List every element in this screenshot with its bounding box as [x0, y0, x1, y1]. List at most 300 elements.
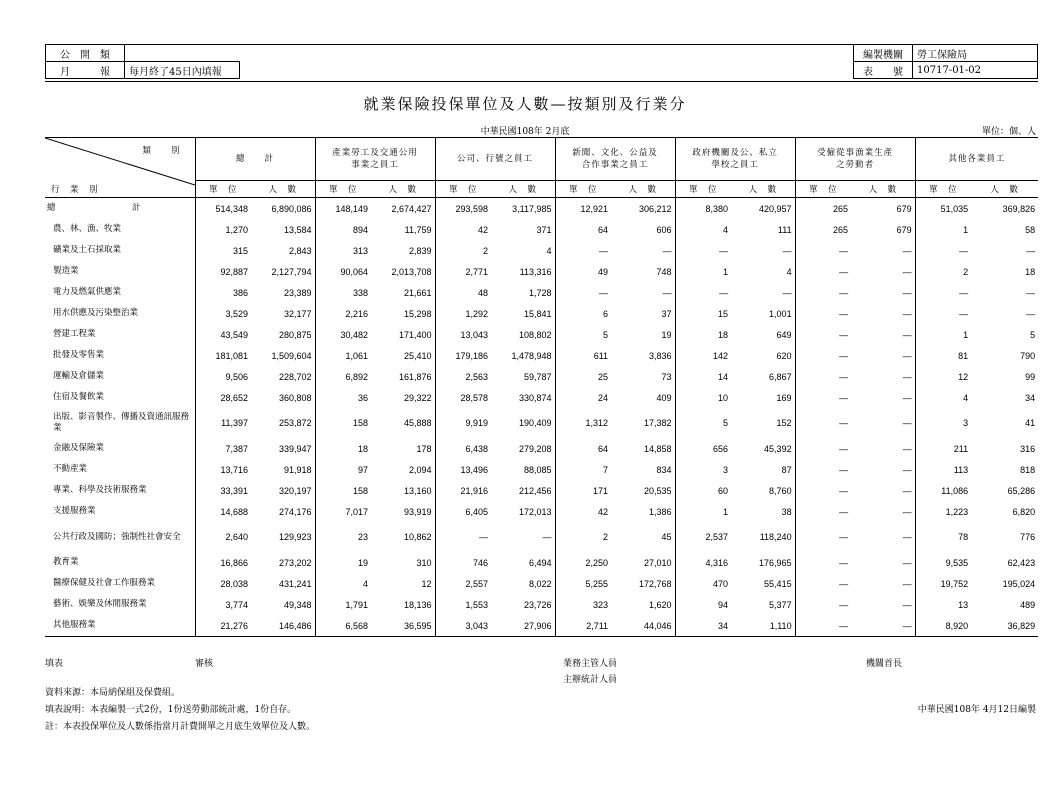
- cell-people: 330,874: [519, 392, 552, 403]
- row-label: 用水供應及污染整治業: [45, 303, 195, 324]
- footer-head: 機關首長: [866, 659, 903, 669]
- cell-unit: 2,563: [435, 366, 491, 387]
- cell-people: 748: [656, 266, 672, 277]
- cell-people: 420,957: [759, 203, 792, 214]
- header-right-label-2: 表 號: [854, 62, 913, 79]
- cell-people: —: [782, 287, 792, 298]
- cell-unit: 1,270: [195, 219, 251, 240]
- cell-unit: 5: [675, 408, 731, 438]
- table-row: [45, 261, 1038, 282]
- cell-unit: 5,255: [555, 573, 611, 594]
- cell-unit: 21,916: [435, 480, 491, 501]
- cell-people: 172,013: [519, 506, 552, 517]
- table-row: [45, 594, 1038, 615]
- cell-unit: 338: [315, 282, 371, 303]
- cell-people: 6,820: [1012, 506, 1036, 517]
- cell-people: 29,322: [404, 392, 432, 403]
- cell-people: 431,241: [278, 578, 312, 589]
- group-header-fishery: 受僱從事漁業生產之勞動者: [795, 138, 915, 181]
- cell-unit: —: [795, 345, 851, 366]
- cell-people: 1,728: [529, 287, 552, 298]
- table-row: [45, 324, 1038, 345]
- cell-people: 17,382: [644, 418, 672, 428]
- cell-unit: 7,017: [315, 501, 371, 522]
- cell-people: 274,176: [278, 506, 312, 517]
- cell-unit: 43,549: [195, 324, 251, 345]
- cell-unit: 1,223: [915, 501, 971, 522]
- compiled-date: 中華民國108年 4月12日編製: [917, 705, 1036, 715]
- cell-unit: 13: [915, 594, 971, 615]
- cell-unit: —: [795, 501, 851, 522]
- row-label: 礦業及土石採取業: [45, 240, 195, 261]
- footer-stat-officer: 主辦統計人員: [563, 675, 618, 685]
- cell-people: —: [902, 532, 912, 542]
- cell-unit: 23: [315, 522, 371, 552]
- cell-people: 339,947: [278, 443, 312, 454]
- cell-unit: —: [795, 261, 851, 282]
- subheader-people: 人 數: [611, 181, 675, 198]
- cell-people: —: [902, 599, 912, 610]
- footer-filler: 填表: [45, 659, 64, 669]
- cell-unit: 265: [795, 198, 851, 220]
- table-row: [45, 387, 1038, 408]
- cell-people: 280,875: [278, 329, 312, 340]
- page-title: 就業保險投保單位及人數—按類別及行業分: [363, 95, 687, 113]
- row-label: 總 計: [45, 198, 195, 220]
- cell-people: 15,298: [404, 308, 432, 319]
- cell-unit: 10: [675, 387, 731, 408]
- cell-unit: 386: [195, 282, 251, 303]
- cell-unit: 3,774: [195, 594, 251, 615]
- cell-people: —: [902, 464, 912, 475]
- cell-people: 6,867: [769, 371, 792, 382]
- header-left-value-2: 每月終了45日內填報: [125, 62, 240, 79]
- cell-unit: 611: [555, 345, 611, 366]
- cell-unit: 64: [555, 438, 611, 459]
- cell-unit: 11,397: [195, 408, 251, 438]
- cell-people: 2,013,708: [391, 266, 432, 277]
- cell-unit: 6,405: [435, 501, 491, 522]
- cell-unit: 3: [675, 459, 731, 480]
- row-label: 不動產業: [45, 459, 195, 480]
- cell-unit: 158: [315, 408, 371, 438]
- report-period: 中華民國108年 2月底: [480, 127, 570, 137]
- cell-people: 320,197: [278, 485, 312, 496]
- subheader-unit: 單 位: [435, 181, 491, 198]
- cell-unit: 1,312: [555, 408, 611, 438]
- cell-people: 360,808: [278, 392, 312, 403]
- cell-people: 93,919: [404, 506, 432, 517]
- cell-unit: 211: [915, 438, 971, 459]
- cell-people: 2,127,794: [271, 266, 312, 277]
- cell-unit: —: [555, 240, 611, 261]
- cell-unit: 4: [675, 219, 731, 240]
- cell-unit: 94: [675, 594, 731, 615]
- cell-people: —: [902, 308, 912, 319]
- cell-unit: 30,482: [315, 324, 371, 345]
- cell-unit: 1: [915, 219, 971, 240]
- cell-people: —: [902, 245, 912, 256]
- cell-unit: 13,043: [435, 324, 491, 345]
- cell-people: 11,759: [404, 224, 432, 235]
- cell-unit: 1,061: [315, 345, 371, 366]
- note-remark: 註：本表投保單位及人數係指當月計費開單之月底生效單位及人數。: [45, 722, 316, 732]
- header-left-label-1: 公 開 類: [46, 45, 125, 62]
- cell-unit: 28,578: [435, 387, 491, 408]
- cell-unit: 14: [675, 366, 731, 387]
- corner-header: [45, 138, 195, 198]
- cell-unit: 78: [915, 522, 971, 552]
- cell-people: 679: [896, 224, 912, 235]
- cell-unit: 142: [675, 345, 731, 366]
- header-bottom-rule: [45, 81, 1038, 82]
- cell-unit: 92,887: [195, 261, 251, 282]
- cell-unit: 5: [555, 324, 611, 345]
- cell-unit: 6,438: [435, 438, 491, 459]
- cell-unit: 4: [915, 387, 971, 408]
- cell-people: 620: [776, 350, 792, 361]
- cell-people: —: [902, 578, 912, 589]
- cell-unit: —: [795, 438, 851, 459]
- table-row: [45, 615, 1038, 637]
- corner-top-label: 類 別: [142, 146, 181, 156]
- cell-people: 279,208: [519, 443, 552, 454]
- cell-unit: 265: [795, 219, 851, 240]
- cell-unit: —: [795, 594, 851, 615]
- cell-unit: 18: [315, 438, 371, 459]
- cell-people: 13,584: [283, 224, 312, 235]
- cell-people: 25,410: [404, 350, 432, 361]
- row-label: 製造業: [45, 261, 195, 282]
- table-row-total: [45, 198, 1038, 220]
- row-label: 農、林、漁、牧業: [45, 219, 195, 240]
- cell-people: 679: [896, 203, 912, 214]
- cell-unit: —: [795, 366, 851, 387]
- cell-people: —: [902, 266, 912, 277]
- note-filling: 填表說明：本表編製一式2份，1份送勞動部統計處，1份自存。: [45, 705, 297, 715]
- cell-unit: —: [915, 303, 971, 324]
- cell-unit: 51,035: [915, 198, 971, 220]
- cell-people: 171,400: [398, 329, 432, 340]
- header-right-value-2: 10717-01-02: [913, 62, 1038, 79]
- table-row: [45, 303, 1038, 324]
- cell-unit: 179,186: [435, 345, 491, 366]
- cell-people: 27,906: [524, 620, 552, 631]
- cell-unit: 42: [435, 219, 491, 240]
- cell-unit: —: [795, 480, 851, 501]
- footer-supervisor: 業務主管人員: [563, 659, 618, 669]
- row-label: 其他服務業: [45, 615, 195, 637]
- cell-people: 45: [661, 532, 672, 542]
- cell-unit: 6,568: [315, 615, 371, 637]
- cell-unit: 14,688: [195, 501, 251, 522]
- cell-unit: 313: [315, 240, 371, 261]
- cell-unit: 15: [675, 303, 731, 324]
- cell-people: 113,316: [519, 266, 552, 277]
- cell-people: 23,389: [283, 287, 312, 298]
- cell-unit: 1: [915, 324, 971, 345]
- cell-unit: 19,752: [915, 573, 971, 594]
- cell-people: 36,829: [1007, 620, 1036, 631]
- note-source: 資料來源：本局納保組及保費組。: [45, 688, 181, 698]
- cell-unit: 97: [315, 459, 371, 480]
- cell-unit: 1: [675, 261, 731, 282]
- cell-unit: —: [555, 282, 611, 303]
- cell-people: 6,494: [529, 557, 552, 568]
- cell-people: 2,839: [409, 245, 432, 256]
- cell-people: —: [902, 620, 912, 631]
- cell-people: 790: [1020, 350, 1036, 361]
- cell-people: 118,240: [759, 532, 792, 542]
- table-row: [45, 459, 1038, 480]
- cell-people: 306,212: [639, 203, 672, 214]
- table-row: [45, 438, 1038, 459]
- cell-people: 99: [1025, 371, 1036, 382]
- cell-unit: 2,711: [555, 615, 611, 637]
- subheader-people: 人 數: [851, 181, 915, 198]
- cell-people: —: [902, 443, 912, 454]
- cell-unit: 9,535: [915, 552, 971, 573]
- cell-unit: 34: [675, 615, 731, 637]
- cell-people: 23,726: [524, 599, 552, 610]
- cell-unit: 12,921: [555, 198, 611, 220]
- cell-people: 2,674,427: [391, 203, 432, 214]
- group-header-industrial: 產業勞工及交通公用事業之員工: [315, 138, 435, 181]
- cell-unit: 1,292: [435, 303, 491, 324]
- cell-unit: —: [795, 282, 851, 303]
- cell-people: 88,085: [524, 464, 552, 475]
- cell-people: 34: [1025, 392, 1036, 403]
- cell-people: 152: [776, 418, 792, 428]
- cell-people: 4: [546, 245, 552, 256]
- cell-unit: —: [435, 522, 491, 552]
- cell-unit: 293,598: [435, 198, 491, 220]
- cell-unit: —: [795, 408, 851, 438]
- cell-unit: 90,064: [315, 261, 371, 282]
- cell-people: 3,836: [649, 350, 672, 361]
- cell-people: 253,872: [278, 418, 312, 428]
- subheader-people: 人 數: [971, 181, 1038, 198]
- cell-unit: 113: [915, 459, 971, 480]
- header-left-box: [45, 44, 240, 79]
- cell-unit: 64: [555, 219, 611, 240]
- cell-people: 38: [781, 506, 792, 517]
- cell-people: 146,486: [278, 620, 312, 631]
- cell-unit: 8,920: [915, 615, 971, 637]
- cell-people: 834: [656, 464, 672, 475]
- cell-people: 489: [1020, 599, 1036, 610]
- cell-unit: 3: [915, 408, 971, 438]
- cell-unit: 3,529: [195, 303, 251, 324]
- cell-people: 6,890,086: [271, 203, 312, 214]
- cell-people: 65,286: [1007, 485, 1036, 496]
- cell-people: 44,046: [644, 620, 672, 631]
- cell-people: 1,110: [769, 620, 792, 631]
- header-right-label-1: 編製機關: [854, 45, 913, 62]
- cell-people: 178: [416, 443, 432, 454]
- cell-unit: 13,496: [435, 459, 491, 480]
- cell-unit: 12: [915, 366, 971, 387]
- subheader-unit: 單 位: [795, 181, 851, 198]
- row-label: 支援服務業: [45, 501, 195, 522]
- cell-unit: 1,553: [435, 594, 491, 615]
- cell-unit: 656: [675, 438, 731, 459]
- cell-people: 212,456: [519, 485, 552, 496]
- cell-unit: 48: [435, 282, 491, 303]
- cell-unit: —: [795, 387, 851, 408]
- cell-people: 316: [1020, 443, 1036, 454]
- cell-people: 59,787: [524, 371, 552, 382]
- cell-unit: 9,919: [435, 408, 491, 438]
- statistics-table: [45, 137, 1038, 637]
- table-row: [45, 408, 1038, 438]
- cell-unit: 2,250: [555, 552, 611, 573]
- cell-people: 73: [661, 371, 672, 382]
- cell-people: 1,001: [769, 308, 792, 319]
- cell-unit: 33,391: [195, 480, 251, 501]
- subheader-unit: 單 位: [315, 181, 371, 198]
- cell-unit: —: [915, 240, 971, 261]
- subheader-unit: 單 位: [555, 181, 611, 198]
- cell-unit: 1: [675, 501, 731, 522]
- cell-people: 1,386: [649, 506, 672, 517]
- subheader-people: 人 數: [251, 181, 315, 198]
- cell-people: 32,177: [283, 308, 312, 319]
- cell-people: 108,802: [519, 329, 552, 340]
- cell-unit: 13,716: [195, 459, 251, 480]
- cell-people: 8,760: [769, 485, 792, 496]
- cell-people: —: [1026, 308, 1036, 319]
- cell-people: 3,117,985: [512, 203, 552, 214]
- cell-people: 169: [776, 392, 792, 403]
- cell-unit: —: [795, 324, 851, 345]
- cell-people: 19: [661, 329, 672, 340]
- cell-unit: 28,652: [195, 387, 251, 408]
- subheader-people: 人 數: [491, 181, 555, 198]
- cell-people: 41: [1025, 418, 1036, 428]
- cell-people: 273,202: [278, 557, 312, 568]
- cell-people: 62,423: [1007, 557, 1036, 568]
- row-label: 金融及保險業: [45, 438, 195, 459]
- subheader-unit: 單 位: [675, 181, 731, 198]
- cell-unit: —: [795, 573, 851, 594]
- cell-unit: 1,791: [315, 594, 371, 615]
- table-row: [45, 240, 1038, 261]
- cell-unit: 181,081: [195, 345, 251, 366]
- header-left-value-1: [125, 45, 240, 62]
- cell-unit: —: [795, 240, 851, 261]
- cell-unit: 2,216: [315, 303, 371, 324]
- cell-people: 12: [421, 578, 432, 589]
- cell-people: —: [902, 392, 912, 403]
- cell-unit: —: [795, 459, 851, 480]
- row-label: 運輸及倉儲業: [45, 366, 195, 387]
- cell-unit: —: [795, 615, 851, 637]
- cell-people: 176,965: [759, 557, 792, 568]
- corner-bottom-label: 行 業 別: [51, 185, 99, 195]
- cell-people: 195,024: [1002, 578, 1036, 589]
- cell-unit: —: [675, 282, 731, 303]
- cell-people: —: [902, 418, 912, 428]
- cell-people: 310: [416, 557, 432, 568]
- cell-people: 228,702: [278, 371, 312, 382]
- cell-unit: 6: [555, 303, 611, 324]
- cell-people: 1,509,604: [271, 350, 312, 361]
- subheader-unit: 單 位: [915, 181, 971, 198]
- cell-people: 2,094: [409, 464, 432, 475]
- cell-unit: 60: [675, 480, 731, 501]
- cell-unit: 2,557: [435, 573, 491, 594]
- cell-unit: 315: [195, 240, 251, 261]
- cell-unit: 7: [555, 459, 611, 480]
- cell-people: 172,768: [639, 578, 672, 589]
- cell-unit: 24: [555, 387, 611, 408]
- cell-people: 369,826: [1002, 203, 1036, 214]
- table-row: [45, 522, 1038, 552]
- footer-reviewer: 審核: [195, 659, 214, 669]
- cell-people: —: [902, 287, 912, 298]
- cell-unit: 4,316: [675, 552, 731, 573]
- cell-people: 409: [656, 392, 672, 403]
- cell-people: 8,022: [529, 578, 552, 589]
- cell-unit: 18: [675, 324, 731, 345]
- cell-people: 45,392: [764, 443, 792, 454]
- notes: [45, 685, 315, 736]
- table-row: [45, 552, 1038, 573]
- cell-people: 45,888: [404, 418, 432, 428]
- cell-people: 1,478,948: [511, 350, 552, 361]
- cell-unit: 2: [915, 261, 971, 282]
- table-row: [45, 573, 1038, 594]
- cell-unit: —: [795, 552, 851, 573]
- row-label: 藝術、娛樂及休閒服務業: [45, 594, 195, 615]
- subheader-unit: 單 位: [195, 181, 251, 198]
- cell-people: —: [902, 350, 912, 361]
- cell-unit: 28,038: [195, 573, 251, 594]
- cell-unit: 894: [315, 219, 371, 240]
- cell-people: 20,535: [644, 485, 672, 496]
- cell-people: 55,415: [764, 578, 792, 589]
- unit-note: 單位：個、人: [981, 127, 1036, 137]
- row-label: 教育業: [45, 552, 195, 573]
- cell-unit: 3,043: [435, 615, 491, 637]
- cell-people: 129,923: [278, 532, 312, 542]
- row-label: 出版、影音製作、傳播及資通訊服務業: [45, 408, 195, 438]
- cell-people: 2,843: [288, 245, 312, 256]
- cell-unit: 514,348: [195, 198, 251, 220]
- table-row: [45, 501, 1038, 522]
- header-right-box: [853, 44, 1038, 79]
- cell-people: 606: [656, 224, 672, 235]
- group-header-total: 總 計: [195, 138, 315, 181]
- cell-people: —: [782, 245, 792, 256]
- cell-unit: 2: [435, 240, 491, 261]
- cell-people: 371: [536, 224, 552, 235]
- cell-people: 37: [661, 308, 672, 319]
- row-label: 專業、科學及技術服務業: [45, 480, 195, 501]
- cell-unit: 746: [435, 552, 491, 573]
- cell-people: —: [662, 287, 672, 298]
- cell-unit: 25: [555, 366, 611, 387]
- table-row: [45, 366, 1038, 387]
- table-row: [45, 219, 1038, 240]
- cell-unit: —: [675, 240, 731, 261]
- subheader-people: 人 數: [371, 181, 435, 198]
- cell-people: 190,409: [519, 418, 552, 428]
- subheader-people: 人 數: [731, 181, 795, 198]
- cell-people: 776: [1020, 532, 1036, 542]
- cell-unit: —: [795, 522, 851, 552]
